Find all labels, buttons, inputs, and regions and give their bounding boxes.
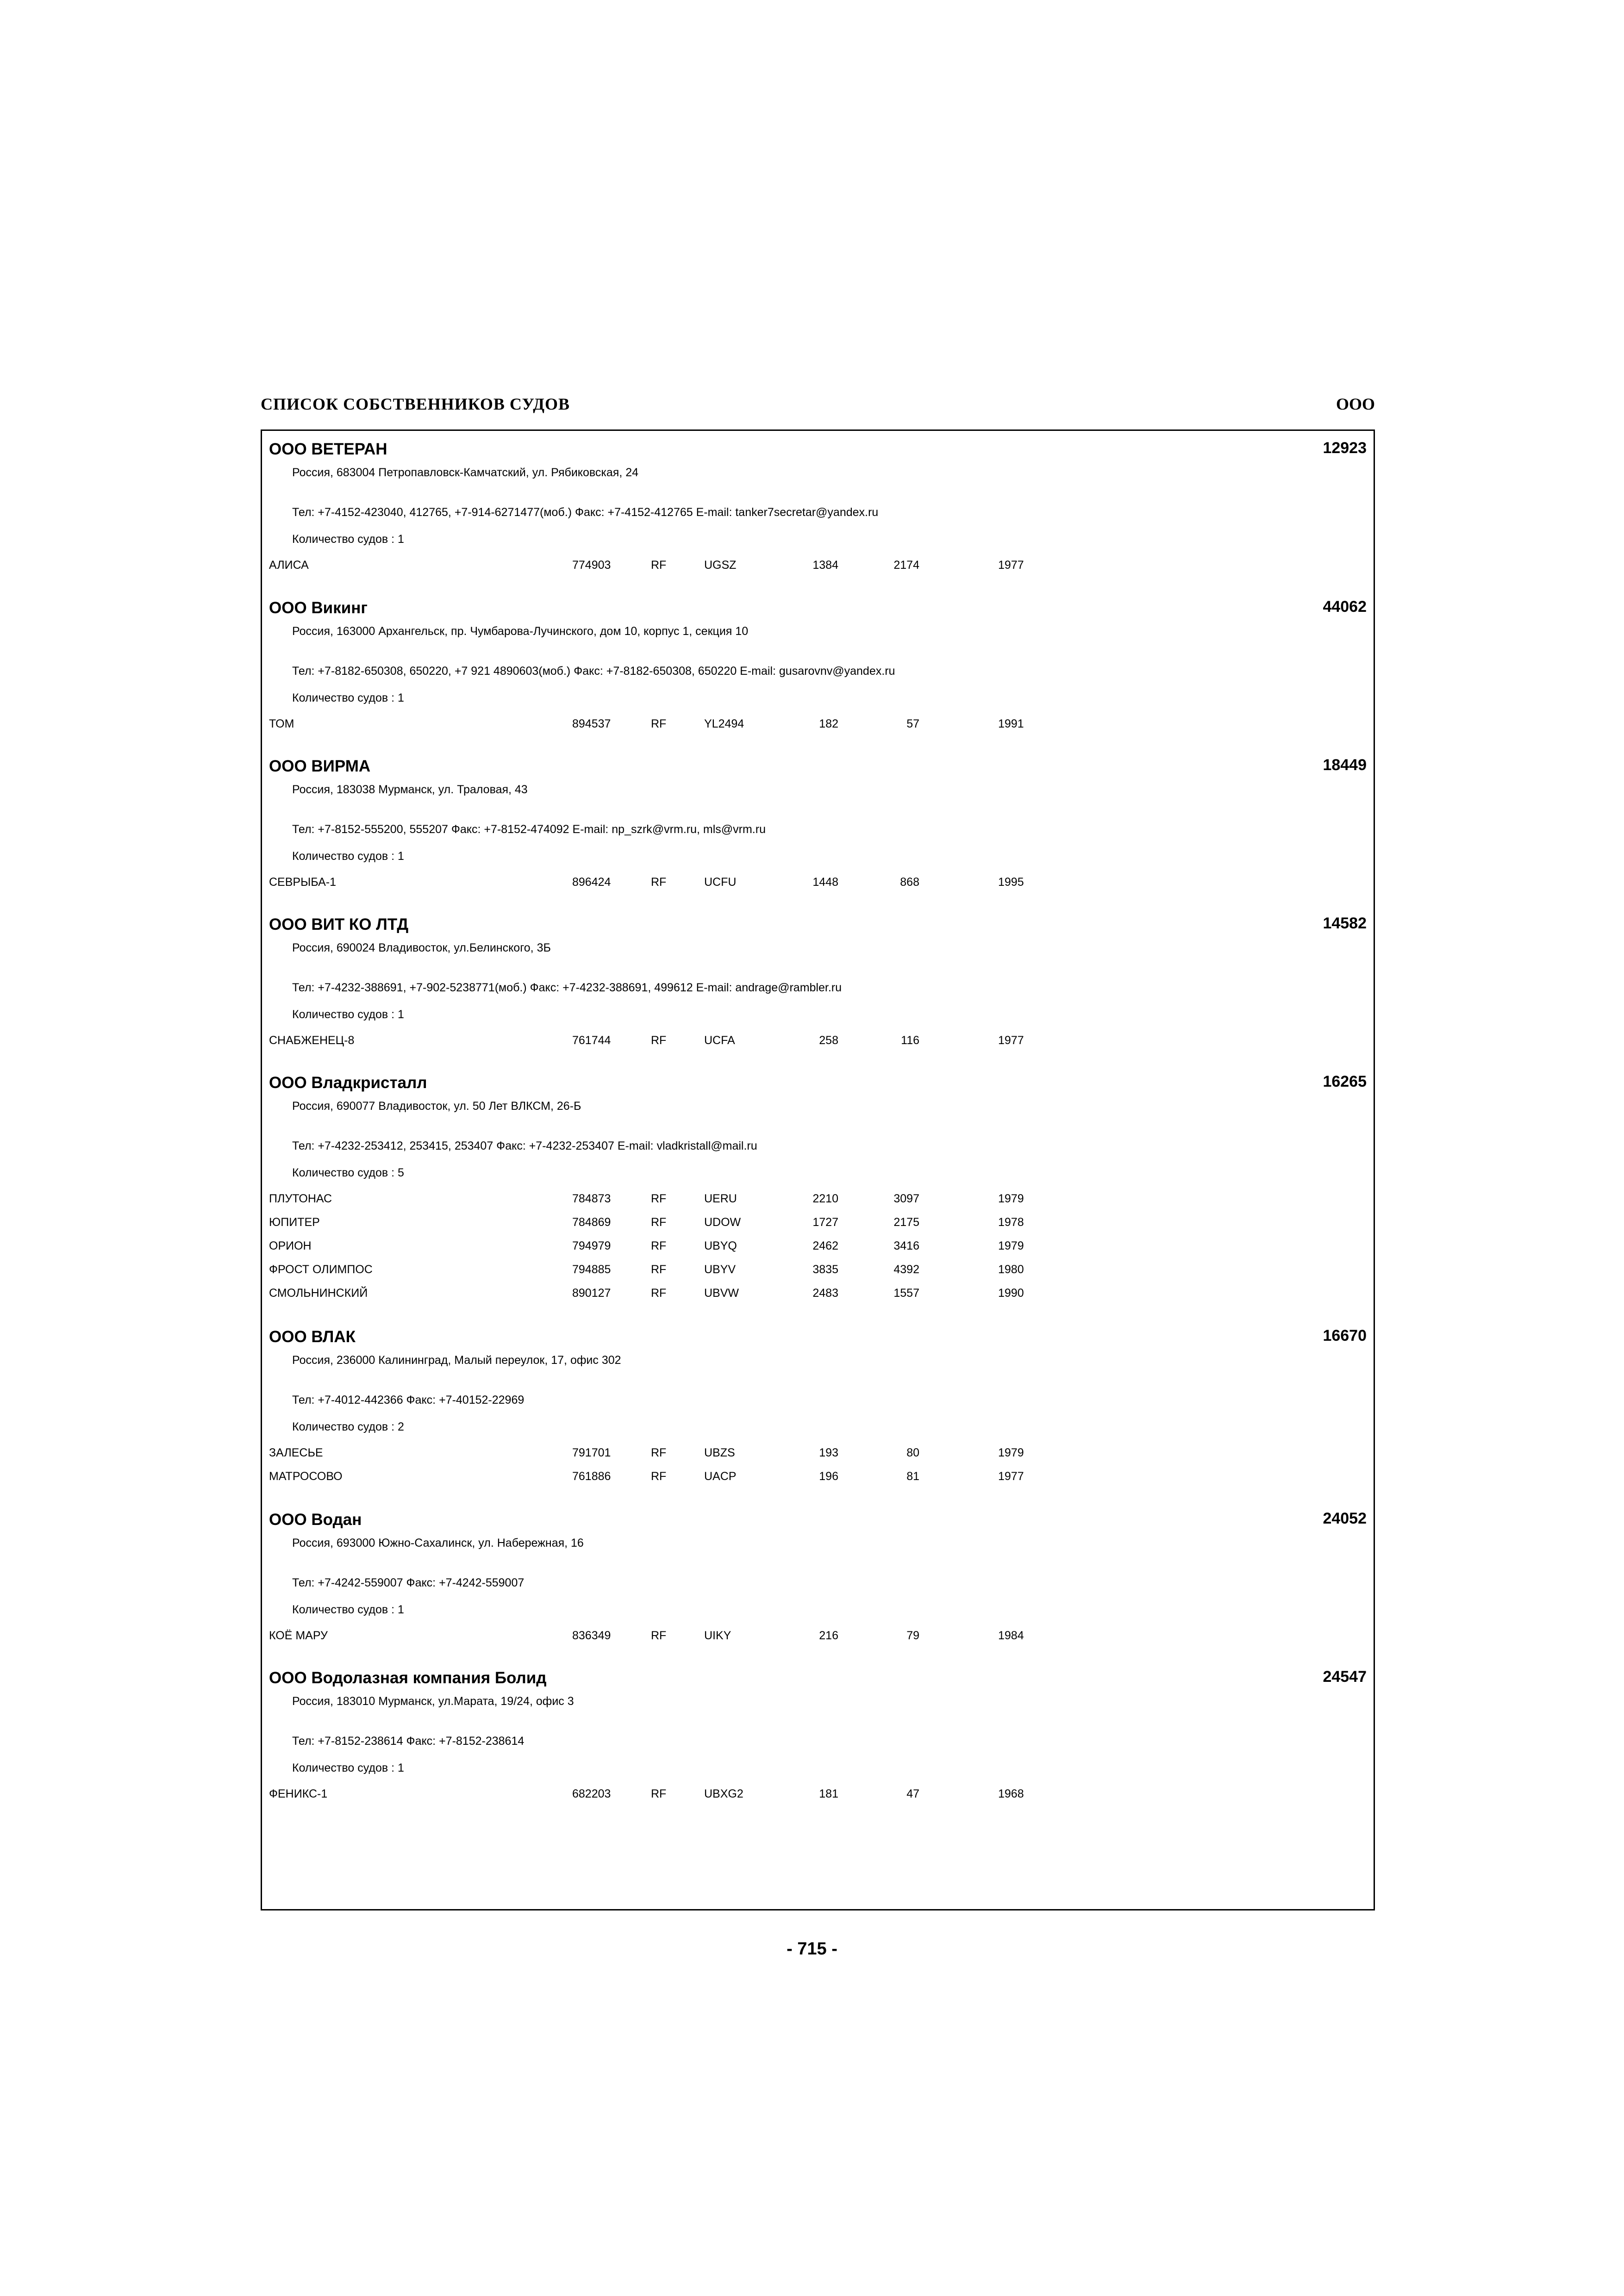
vessel-flag: RF	[651, 1216, 667, 1229]
company-name: ООО Викинг	[269, 599, 368, 617]
vessel-name: АЛИСА	[269, 559, 309, 572]
vessel-deadweight: 116	[901, 1034, 919, 1047]
vessel-call-sign: UCFU	[704, 876, 737, 889]
company-id: 16670	[1323, 1327, 1367, 1344]
company-name: ООО Водан	[269, 1511, 362, 1529]
vessel-build-year: 1968	[998, 1787, 1024, 1800]
vessel-row	[262, 1629, 1374, 1653]
company-address: Россия, 183010 Мурманск, ул.Марата, 19/24, офис 3	[292, 1695, 574, 1708]
vessel-name: ЗАЛЕСЬЕ	[269, 1446, 323, 1459]
vessel-flag: RF	[651, 1239, 667, 1252]
vessel-row	[262, 717, 1374, 741]
vessel-build-year: 1977	[998, 1034, 1024, 1047]
vessel-number: 761744	[572, 1034, 611, 1047]
vessel-deadweight: 1557	[893, 1287, 919, 1300]
vessel-name: ФЕНИКС-1	[269, 1787, 328, 1800]
company-id: 24547	[1323, 1668, 1367, 1686]
vessel-count: Количество судов : 2	[292, 1420, 404, 1433]
company-id: 24052	[1323, 1510, 1367, 1527]
company-address: Россия, 683004 Петропавловск-Камчатский, ул. Рябиковская, 24	[292, 466, 639, 479]
vessel-row	[262, 1787, 1374, 1811]
vessel-count: Количество судов : 1	[292, 1008, 404, 1021]
company-contacts: Тел: +7-4232-388691, +7-902-5238771(моб.) Факс: +7-4232-388691, 499612 E-mail: andrage@rambler.ru	[292, 981, 842, 994]
vessel-call-sign: UERU	[704, 1192, 737, 1205]
vessel-row	[262, 1239, 1374, 1263]
vessel-row	[262, 1263, 1374, 1287]
vessel-number: 761886	[572, 1470, 611, 1483]
company-name: ООО ВИТ КО ЛТД	[269, 915, 409, 933]
vessel-name: ПЛУТОНАС	[269, 1192, 332, 1205]
vessel-gross-tonnage: 216	[819, 1629, 838, 1642]
vessel-flag: RF	[651, 1034, 667, 1047]
vessel-row	[262, 559, 1374, 582]
vessel-gross-tonnage: 193	[819, 1446, 838, 1459]
vessel-number: 836349	[572, 1629, 611, 1642]
company-name: ООО ВЛАК	[269, 1328, 356, 1346]
vessel-count: Количество судов : 5	[292, 1166, 404, 1179]
vessel-name: ТОМ	[269, 717, 294, 730]
vessel-gross-tonnage: 1448	[812, 876, 838, 889]
page-header	[261, 394, 1375, 422]
vessel-number: 794885	[572, 1263, 611, 1276]
vessel-gross-tonnage: 258	[819, 1034, 838, 1047]
vessel-row	[262, 876, 1374, 899]
vessel-build-year: 1984	[998, 1629, 1024, 1642]
vessel-list	[262, 717, 1374, 741]
vessel-number: 682203	[572, 1787, 611, 1800]
vessel-call-sign: YL2494	[704, 717, 744, 730]
vessel-list	[262, 1629, 1374, 1653]
company-address: Россия, 163000 Архангельск, пр. Чумбарова-Лучинского, дом 10, корпус 1, секция 10	[292, 625, 749, 638]
vessel-flag: RF	[651, 1192, 667, 1205]
vessel-count: Количество судов : 1	[292, 533, 404, 546]
vessel-call-sign: UBZS	[704, 1446, 735, 1459]
company-name: ООО ВИРМА	[269, 757, 371, 775]
vessel-gross-tonnage: 2462	[812, 1239, 838, 1252]
vessel-deadweight: 79	[906, 1629, 919, 1642]
vessel-gross-tonnage: 2210	[812, 1192, 838, 1205]
vessel-deadweight: 3097	[893, 1192, 919, 1205]
vessel-name: КОЁ МАРУ	[269, 1629, 328, 1642]
vessel-deadweight: 2175	[893, 1216, 919, 1229]
vessel-call-sign: UBYQ	[704, 1239, 737, 1252]
page-number: - 715 -	[787, 1939, 837, 1959]
vessel-flag: RF	[651, 1263, 667, 1276]
vessel-number: 896424	[572, 876, 611, 889]
vessel-name: ОРИОН	[269, 1239, 312, 1252]
company-address: Россия, 693000 Южно-Сахалинск, ул. Набережная, 16	[292, 1537, 584, 1549]
vessel-row	[262, 1034, 1374, 1058]
company-address: Россия, 236000 Калининград, Малый переулок, 17, офис 302	[292, 1354, 621, 1367]
vessel-call-sign: UACP	[704, 1470, 737, 1483]
vessel-row	[262, 1470, 1374, 1493]
company-id: 16265	[1323, 1073, 1367, 1090]
company-address: Россия, 690077 Владивосток, ул. 50 Лет ВЛКСМ, 26-Б	[292, 1100, 581, 1113]
vessel-row	[262, 1192, 1374, 1216]
vessel-gross-tonnage: 3835	[812, 1263, 838, 1276]
vessel-build-year: 1978	[998, 1216, 1024, 1229]
vessel-gross-tonnage: 182	[819, 717, 838, 730]
vessel-list	[262, 1034, 1374, 1058]
vessel-build-year: 1977	[998, 559, 1024, 572]
vessel-name: ФРОСТ ОЛИМПОС	[269, 1263, 373, 1276]
vessel-list	[262, 559, 1374, 582]
vessel-number: 794979	[572, 1239, 611, 1252]
vessel-build-year: 1979	[998, 1192, 1024, 1205]
vessel-gross-tonnage: 181	[819, 1787, 838, 1800]
vessel-count: Количество судов : 1	[292, 1761, 404, 1774]
vessel-call-sign: UBXG2	[704, 1787, 743, 1800]
vessel-number: 791701	[572, 1446, 611, 1459]
vessel-list	[262, 1787, 1374, 1811]
vessel-flag: RF	[651, 559, 667, 572]
vessel-list	[262, 1192, 1374, 1310]
company-name: ООО Владкристалл	[269, 1074, 427, 1092]
vessel-gross-tonnage: 1727	[812, 1216, 838, 1229]
company-name: ООО ВЕТЕРАН	[269, 440, 387, 458]
vessel-row	[262, 1287, 1374, 1310]
section-label: ООО	[1336, 395, 1375, 413]
vessel-build-year: 1980	[998, 1263, 1024, 1276]
vessel-build-year: 1977	[998, 1470, 1024, 1483]
vessel-deadweight: 57	[906, 717, 919, 730]
vessel-deadweight: 868	[900, 876, 919, 889]
vessel-row	[262, 1216, 1374, 1239]
vessel-deadweight: 3416	[893, 1239, 919, 1252]
company-address: Россия, 183038 Мурманск, ул. Траловая, 43	[292, 783, 528, 796]
vessel-flag: RF	[651, 1287, 667, 1300]
company-id: 12923	[1323, 439, 1367, 457]
company-contacts: Тел: +7-4242-559007 Факс: +7-4242-559007	[292, 1576, 525, 1589]
vessel-call-sign: UBVW	[704, 1287, 739, 1300]
company-id: 18449	[1323, 756, 1367, 774]
vessel-flag: RF	[651, 1446, 667, 1459]
vessel-call-sign: UIKY	[704, 1629, 731, 1642]
vessel-count: Количество судов : 1	[292, 1603, 404, 1616]
vessel-build-year: 1990	[998, 1287, 1024, 1300]
vessel-row	[262, 1446, 1374, 1470]
vessel-number: 774903	[572, 559, 611, 572]
vessel-name: МАТРОСОВО	[269, 1470, 343, 1483]
vessel-flag: RF	[651, 876, 667, 889]
vessel-number: 894537	[572, 717, 611, 730]
vessel-flag: RF	[651, 717, 667, 730]
vessel-build-year: 1979	[998, 1239, 1024, 1252]
company-contacts: Тел: +7-8152-238614 Факс: +7-8152-238614	[292, 1735, 525, 1748]
vessel-name: СЕВРЫБА-1	[269, 876, 336, 889]
company-id: 14582	[1323, 915, 1367, 932]
vessel-count: Количество судов : 1	[292, 691, 404, 704]
vessel-number: 784869	[572, 1216, 611, 1229]
vessel-deadweight: 80	[906, 1446, 919, 1459]
vessel-gross-tonnage: 196	[819, 1470, 838, 1483]
company-address: Россия, 690024 Владивосток, ул.Белинского, 3Б	[292, 941, 551, 954]
company-id: 44062	[1323, 598, 1367, 616]
vessel-list	[262, 876, 1374, 899]
vessel-gross-tonnage: 2483	[812, 1287, 838, 1300]
vessel-build-year: 1995	[998, 876, 1024, 889]
company-contacts: Тел: +7-4012-442366 Факс: +7-40152-22969	[292, 1394, 525, 1406]
vessel-number: 784873	[572, 1192, 611, 1205]
vessel-call-sign: UDOW	[704, 1216, 741, 1229]
vessel-deadweight: 4392	[893, 1263, 919, 1276]
listing-frame	[261, 429, 1375, 1910]
company-contacts: Тел: +7-8152-555200, 555207 Факс: +7-8152-474092 E-mail: np_szrk@vrm.ru, mls@vrm.ru	[292, 823, 766, 836]
vessel-gross-tonnage: 1384	[812, 559, 838, 572]
vessel-name: ЮПИТЕР	[269, 1216, 320, 1229]
page-title: СПИСОК СОБСТВЕННИКОВ СУДОВ	[261, 395, 570, 413]
vessel-flag: RF	[651, 1629, 667, 1642]
vessel-deadweight: 47	[906, 1787, 919, 1800]
company-contacts: Тел: +7-4152-423040, 412765, +7-914-6271477(моб.) Факс: +7-4152-412765 E-mail: tanker7secretar@yandex.ru	[292, 506, 879, 519]
company-name: ООО Водолазная компания Болид	[269, 1669, 547, 1687]
company-contacts: Тел: +7-4232-253412, 253415, 253407 Факс: +7-4232-253407 E-mail: vladkristall@mail.ru	[292, 1139, 757, 1152]
vessel-flag: RF	[651, 1470, 667, 1483]
vessel-list	[262, 1446, 1374, 1493]
vessel-build-year: 1979	[998, 1446, 1024, 1459]
vessel-deadweight: 2174	[893, 559, 919, 572]
vessel-call-sign: UBYV	[704, 1263, 736, 1276]
vessel-call-sign: UGSZ	[704, 559, 737, 572]
vessel-number: 890127	[572, 1287, 611, 1300]
vessel-call-sign: UCFA	[704, 1034, 735, 1047]
vessel-flag: RF	[651, 1787, 667, 1800]
vessel-name: СНАБЖЕНЕЦ-8	[269, 1034, 355, 1047]
vessel-build-year: 1991	[998, 717, 1024, 730]
vessel-deadweight: 81	[906, 1470, 919, 1483]
company-contacts: Тел: +7-8182-650308, 650220, +7 921 4890603(моб.) Факс: +7-8182-650308, 650220 E-mail: gusarovnv@yandex.ru	[292, 665, 895, 678]
vessel-name: СМОЛЬНИНСКИЙ	[269, 1287, 368, 1300]
vessel-count: Количество судов : 1	[292, 850, 404, 863]
